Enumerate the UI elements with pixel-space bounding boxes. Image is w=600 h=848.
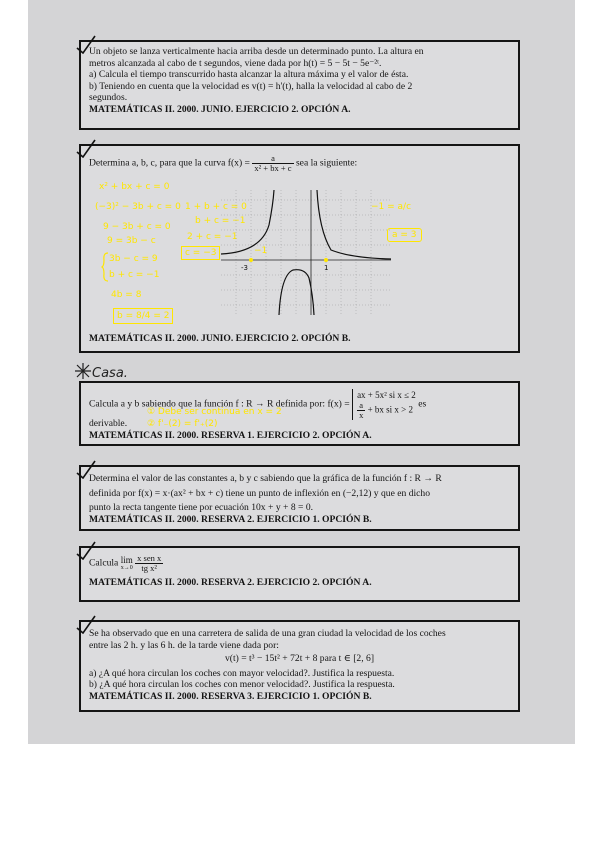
problem-3-text-after: es — [418, 398, 427, 410]
problem-6-formula: v(t) = t³ − 15t² + 72t + 8 para t ∈ [2, 6] — [224, 653, 375, 665]
problem-3-text-before: Calcula a y b sabiendo que la función f : R → R definida por: f(x) = — [89, 398, 350, 410]
handwritten-line-7: 4b = 8 — [111, 290, 142, 300]
lim-text: lim — [120, 555, 133, 565]
handwritten-mid-1: 1 + b + c = 0 — [185, 202, 247, 212]
fraction-numerator: a — [252, 154, 293, 164]
handwritten-note: Casa. — [92, 366, 128, 381]
check-mark-icon — [75, 540, 97, 560]
handwritten-line-4: 9 = 3b − c — [107, 236, 156, 246]
handwritten-line-3: 9 − 3b + c = 0 — [103, 222, 171, 232]
handwritten-line-1: x² + bx + c = 0 — [99, 182, 170, 192]
problem-2-text-before: Determina a, b, c, para que la curva f(x) = — [89, 157, 250, 169]
marked-point — [324, 258, 328, 262]
middle-branch — [279, 270, 314, 315]
handwritten-right-2: a = 3 — [387, 228, 422, 242]
problem-3-reference: MATEMÁTICAS II. 2000. RESERVA 1. EJERCICIO 2. OPCIÓN A. — [89, 429, 372, 441]
handwritten-line-2: (−3)² − 3b + c = 0 — [95, 202, 181, 212]
problem-5-text-before: Calcula — [89, 557, 119, 569]
graph-tick-neg: -3 — [241, 264, 248, 272]
problem-2 — [79, 144, 520, 353]
problem-6-line-2: entre las 2 h. y las 6 h. de la tarde viene dada por: — [89, 639, 279, 651]
problem-4-line-3: punto la recta tangente tiene por ecuación 10x + y + 8 = 0. — [89, 502, 314, 514]
right-branch — [317, 190, 391, 259]
problem-1-line-3: a) Calcula el tiempo transcurrido hasta alcanzar la altura máxima y el valor de ésta. — [89, 69, 409, 81]
problem-1-line-1: Un objeto se lanza verticalmente hacia arriba desde un determinado punto. La altura en — [89, 46, 424, 57]
check-mark-icon — [75, 34, 97, 54]
graph-grid — [221, 190, 391, 315]
problem-2-reference: MATEMÁTICAS II. 2000. JUNIO. EJERCICIO 2. OPCIÓN B. — [89, 333, 351, 345]
handwritten-right-1: −1 = a/c — [371, 202, 412, 212]
piece-2-denominator: x — [359, 410, 364, 420]
handwritten-line-8: b = 8/4 = 2 — [113, 308, 173, 324]
check-mark-icon — [75, 138, 97, 158]
piece-2-fraction — [357, 401, 365, 420]
problem-2-statement — [89, 154, 510, 173]
problem-2-fraction — [252, 154, 293, 173]
piece-1: ax + 5x² si x ≤ 2 — [357, 390, 416, 400]
problem-6-item-b: b) ¿A qué hora circulan los coches con menor velocidad?. Justifica la respuesta. — [89, 679, 395, 691]
piece-2-rest: + bx si x > 2 — [367, 404, 413, 415]
handwritten-mid-4: c = −3 — [181, 246, 220, 260]
problem-5-reference: MATEMÁTICAS II. 2000. RESERVA 2. EJERCICIO 2. OPCIÓN A. — [89, 577, 372, 588]
fraction-denominator: x² + bx + c — [254, 163, 292, 173]
problem-4 — [79, 465, 520, 531]
problem-4-reference: MATEMÁTICAS II. 2000. RESERVA 2. EJERCICIO 1. OPCIÓN B. — [89, 513, 372, 525]
handwritten-mid-3: 2 + c = −1 — [187, 232, 238, 242]
piece-2-numerator: a — [357, 401, 365, 411]
problem-2-text-after: sea la siguiente: — [295, 157, 358, 169]
problem-4-line-1: Determina el valor de las constantes a, b y c sabiendo que la gráfica de la función f : R → R — [89, 473, 442, 484]
handwritten-graph-label: −1 — [254, 246, 268, 256]
problem-6-line-1: Se ha observado que en una carretera de salida de una gran ciudad la velocidad de los coches — [89, 628, 446, 639]
problem-5 — [79, 546, 520, 602]
problem-3 — [79, 381, 520, 446]
fraction-denominator: tg x² — [141, 563, 157, 573]
problem-1-line-5: segundos. — [89, 92, 128, 104]
piecewise-function — [352, 389, 416, 420]
problem-1-line-4: b) Teniendo en cuenta que la velocidad es v(t) = h'(t), halla la velocidad al cabo de 2 — [89, 80, 413, 92]
problem-6 — [79, 620, 520, 712]
handwritten-line-6: b + c = −1 — [109, 270, 160, 280]
problem-1-reference: MATEMÁTICAS II. 2000. JUNIO. EJERCICIO 2. OPCIÓN A. — [89, 103, 351, 115]
problem-1 — [79, 40, 520, 130]
function-graph — [221, 190, 391, 315]
problem-5-statement — [89, 554, 510, 573]
piece-2 — [357, 401, 416, 420]
graph-tick-pos: 1 — [324, 264, 329, 272]
handwritten-mid-2: b + c = −1 — [195, 216, 246, 226]
check-mark-icon — [75, 459, 97, 479]
check-mark-icon — [75, 614, 97, 634]
problem-3-end: derivable. — [89, 418, 128, 429]
problem-5-fraction — [135, 554, 163, 573]
handwritten-brace-icon — [101, 252, 109, 282]
problem-6-reference: MATEMÁTICAS II. 2000. RESERVA 3. EJERCICIO 1. OPCIÓN B. — [89, 690, 372, 702]
lim-subscript: x→0 — [120, 565, 133, 571]
problem-1-line-2: metros alcanzada al cabo de t segundos, viene dada por h(t) = 5 − 5t − 5e⁻²ᵗ. — [89, 57, 382, 69]
handwritten-line-5: 3b − c = 9 — [109, 254, 158, 264]
star-icon — [74, 362, 92, 380]
problem-4-line-2: definida por f(x) = x·(ax² + bx + c) tiene un punto de inflexión en (−2,12) y que en dicho — [89, 487, 431, 499]
limit-operator — [121, 556, 133, 571]
handwritten-condition-1: ① Debe ser continua en x = 2 — [147, 407, 282, 417]
problem-6-item-a: a) ¿A qué hora circulan los coches con mayor velocidad?. Justifica la respuesta. — [89, 667, 395, 679]
fraction-numerator: x sen x — [137, 553, 162, 563]
handwritten-condition-2: ② f'₋(2) = f'₊(2) — [147, 419, 218, 429]
marked-point — [249, 258, 253, 262]
